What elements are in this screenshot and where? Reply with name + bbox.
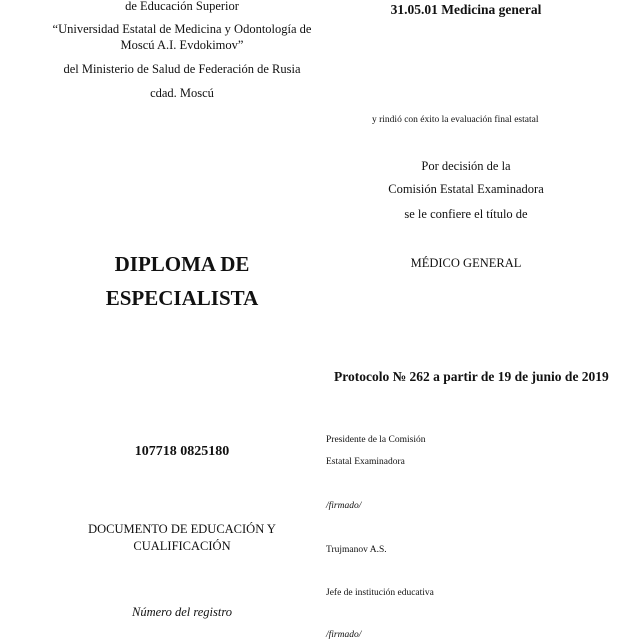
protocol-line: Protocolo № 262 a partir de 19 de junio de 2019: [334, 369, 609, 384]
institution-line-1: de Educación Superior: [125, 0, 239, 13]
diploma-title-line-2: ESPECIALISTA: [105, 286, 259, 310]
diploma-title-line-1: DIPLOMA DE: [114, 252, 250, 276]
doc-type-line-2: CUALIFICACIÓN: [133, 539, 231, 553]
signature-mark-1: /firmado/: [326, 501, 362, 511]
signature-mark-2: /firmado/: [326, 630, 362, 640]
decision-line-3: se le confiere el título de: [404, 207, 528, 221]
president-name: Trujmanov A.S.: [326, 545, 387, 555]
specialty-code: 31.05.01 Medicina general: [390, 2, 542, 17]
passed-exam-line: y rindió con éxito la evaluación final estatal: [372, 115, 539, 125]
ministry-line: del Ministerio de Salud de Federación de Rusia: [63, 62, 301, 76]
diploma-number: 107718 0825180: [134, 444, 230, 459]
decision-line-1: Por decisión de la: [421, 159, 511, 173]
institution-line-3: Moscú A.I. Evdokimov”: [120, 38, 244, 52]
decision-line-2: Comisión Estatal Examinadora: [388, 182, 544, 196]
institution-line-2: “Universidad Estatal de Medicina y Odontología de: [52, 22, 312, 36]
president-line-1: Presidente de la Comisión: [326, 435, 426, 445]
doc-type-line-1: DOCUMENTO DE EDUCACIÓN Y: [88, 522, 276, 536]
registry-label: Número del registro: [132, 605, 232, 619]
title-awarded: MÉDICO GENERAL: [410, 256, 522, 270]
president-line-2: Estatal Examinadora: [326, 457, 405, 467]
city-line: cdad. Moscú: [150, 86, 214, 100]
head-of-institution-label: Jefe de institución educativa: [326, 588, 434, 598]
